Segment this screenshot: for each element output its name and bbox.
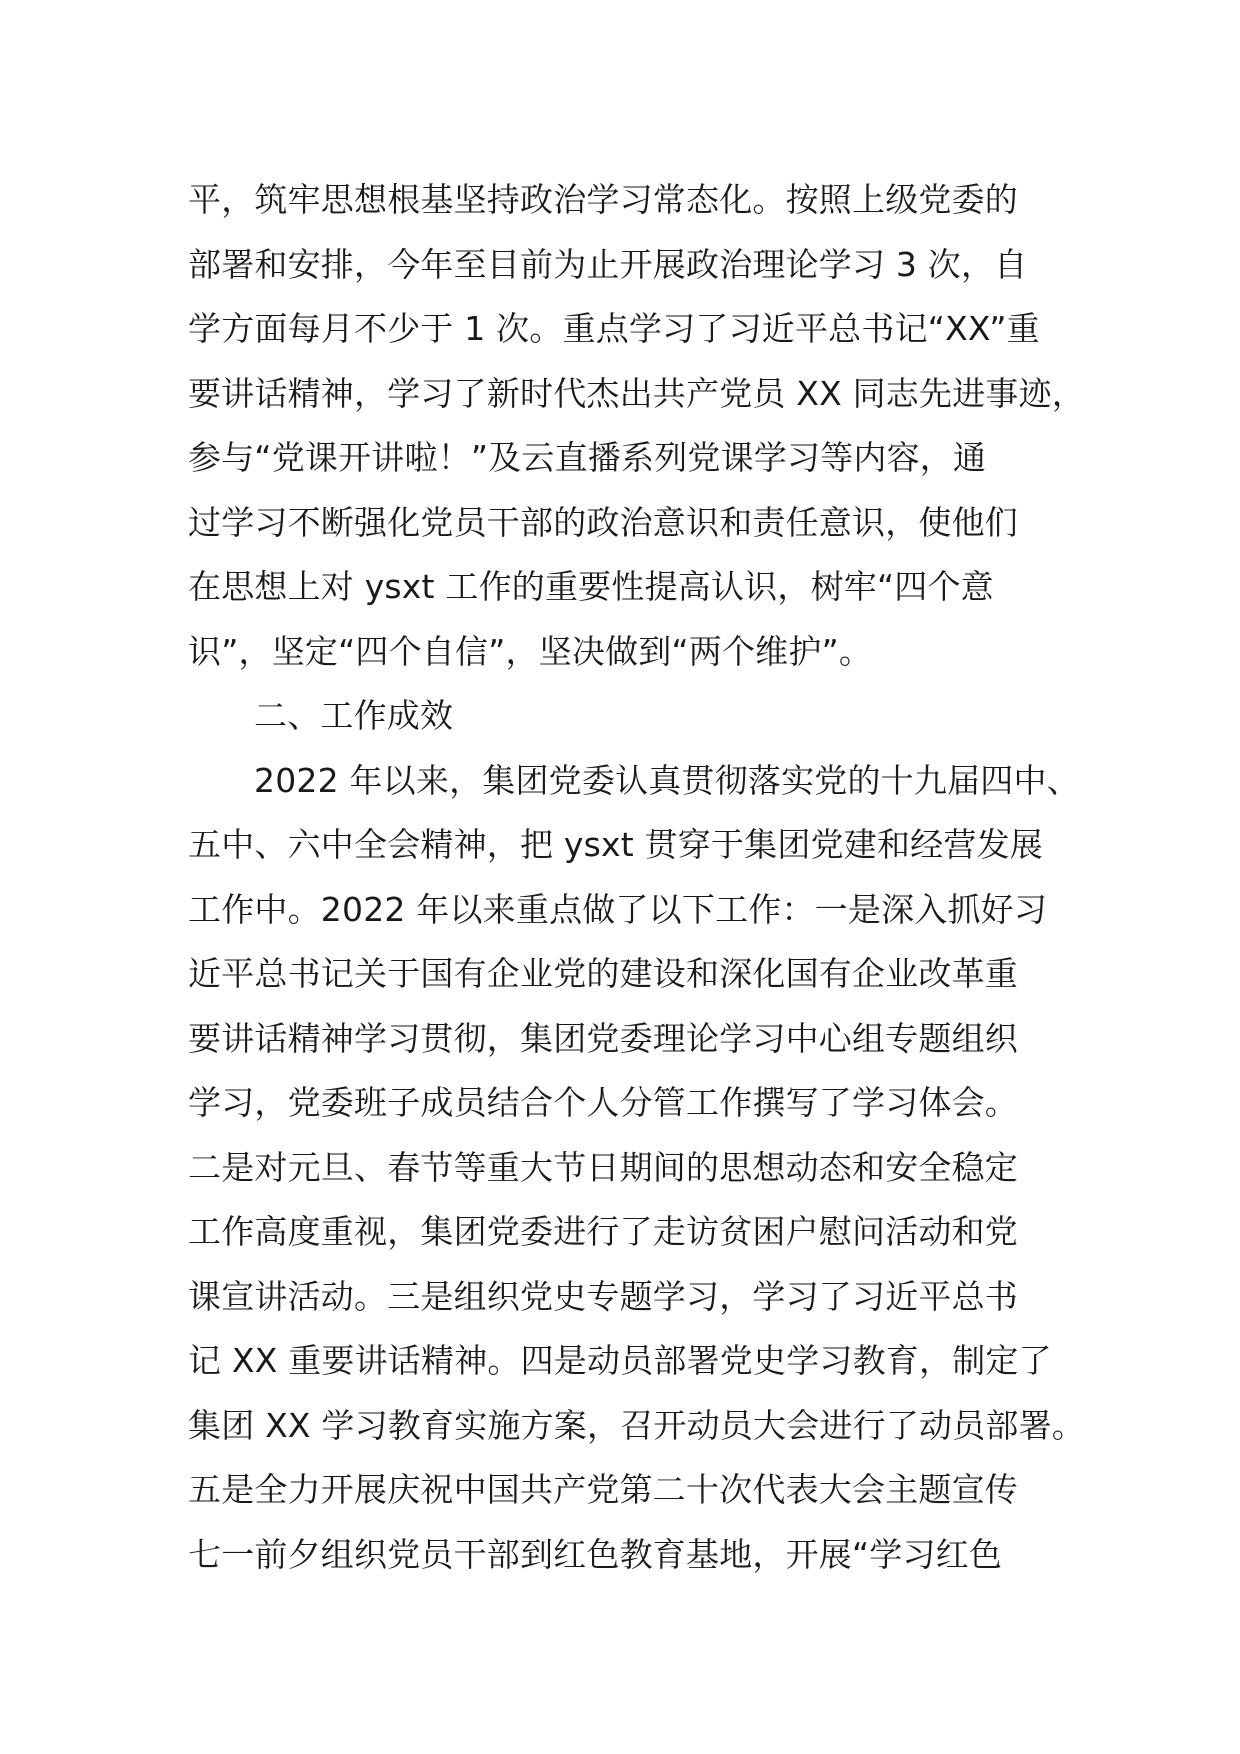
text-line: 在思想上对 ysxt 工作的重要性提高认识，树牢“四个意 bbox=[188, 567, 994, 606]
text-line: 学习，党委班子成员结合个人分管工作撰写了学习体会。 bbox=[188, 1083, 1018, 1122]
text-line: 集团 XX 学习教育实施方案，召开动员大会进行了动员部署。 bbox=[188, 1405, 1085, 1445]
text-line: 五是全力开展庆祝中国共产党第二十次代表大会主题宣传 bbox=[188, 1470, 1018, 1509]
text-line: 七一前夕组织党员干部到红色教育基地，开展“学习红色 bbox=[188, 1534, 1003, 1574]
text-line: 记 XX 重要讲话精神。四是动员部署党史学习教育，制定了 bbox=[188, 1341, 1052, 1380]
text-line: 部署和安排，今年至目前为止开展政治理论学习 3 次，自 bbox=[188, 244, 1028, 284]
text-line: 工作高度重视，集团党委进行了走访贫困户慰问活动和党 bbox=[188, 1212, 1018, 1251]
document-body bbox=[188, 168, 1088, 1587]
text-line: 近平总书记关于国有企业党的建设和深化国有企业改革重 bbox=[188, 954, 1018, 993]
text-line: 课宣讲活动。三是组织党史专题学习，学习了习近平总书 bbox=[188, 1276, 1018, 1316]
text-line: 五中、六中全会精神，把 ysxt 贯穿于集团党建和经营发展 bbox=[188, 825, 1043, 864]
text-line: 要讲话精神学习贯彻，集团党委理论学习中心组专题组织 bbox=[188, 1018, 1018, 1058]
text-line: 识”，坚定“四个自信”，坚决做到“两个维护”。 bbox=[188, 631, 873, 671]
text-line: 要讲话精神，学习了新时代杰出共产党员 XX 同志先进事迹， bbox=[188, 373, 1085, 413]
text-line: 工作中。2022 年以来重点做了以下工作：一是深入抓好习 bbox=[188, 889, 1048, 929]
text-line: 参与“党课开讲啦！”及云直播系列党课学习等内容，通 bbox=[188, 438, 987, 477]
text-line: 平，筑牢思想根基坚持政治学习常态化。按照上级党委的 bbox=[188, 180, 1018, 219]
paragraph-first-line: 2022 年以来，集团党委认真贯彻落实党的十九届四中、 bbox=[254, 760, 1080, 800]
text-line: 过学习不断强化党员干部的政治意识和责任意识，使他们 bbox=[188, 502, 1018, 542]
text-line: 学方面每月不少于 1 次。重点学习了习近平总书记“XX”重 bbox=[188, 309, 1040, 348]
section-heading: 二、工作成效 bbox=[254, 696, 454, 735]
text-line: 二是对元旦、春节等重大节日期间的思想动态和安全稳定 bbox=[188, 1147, 1018, 1187]
